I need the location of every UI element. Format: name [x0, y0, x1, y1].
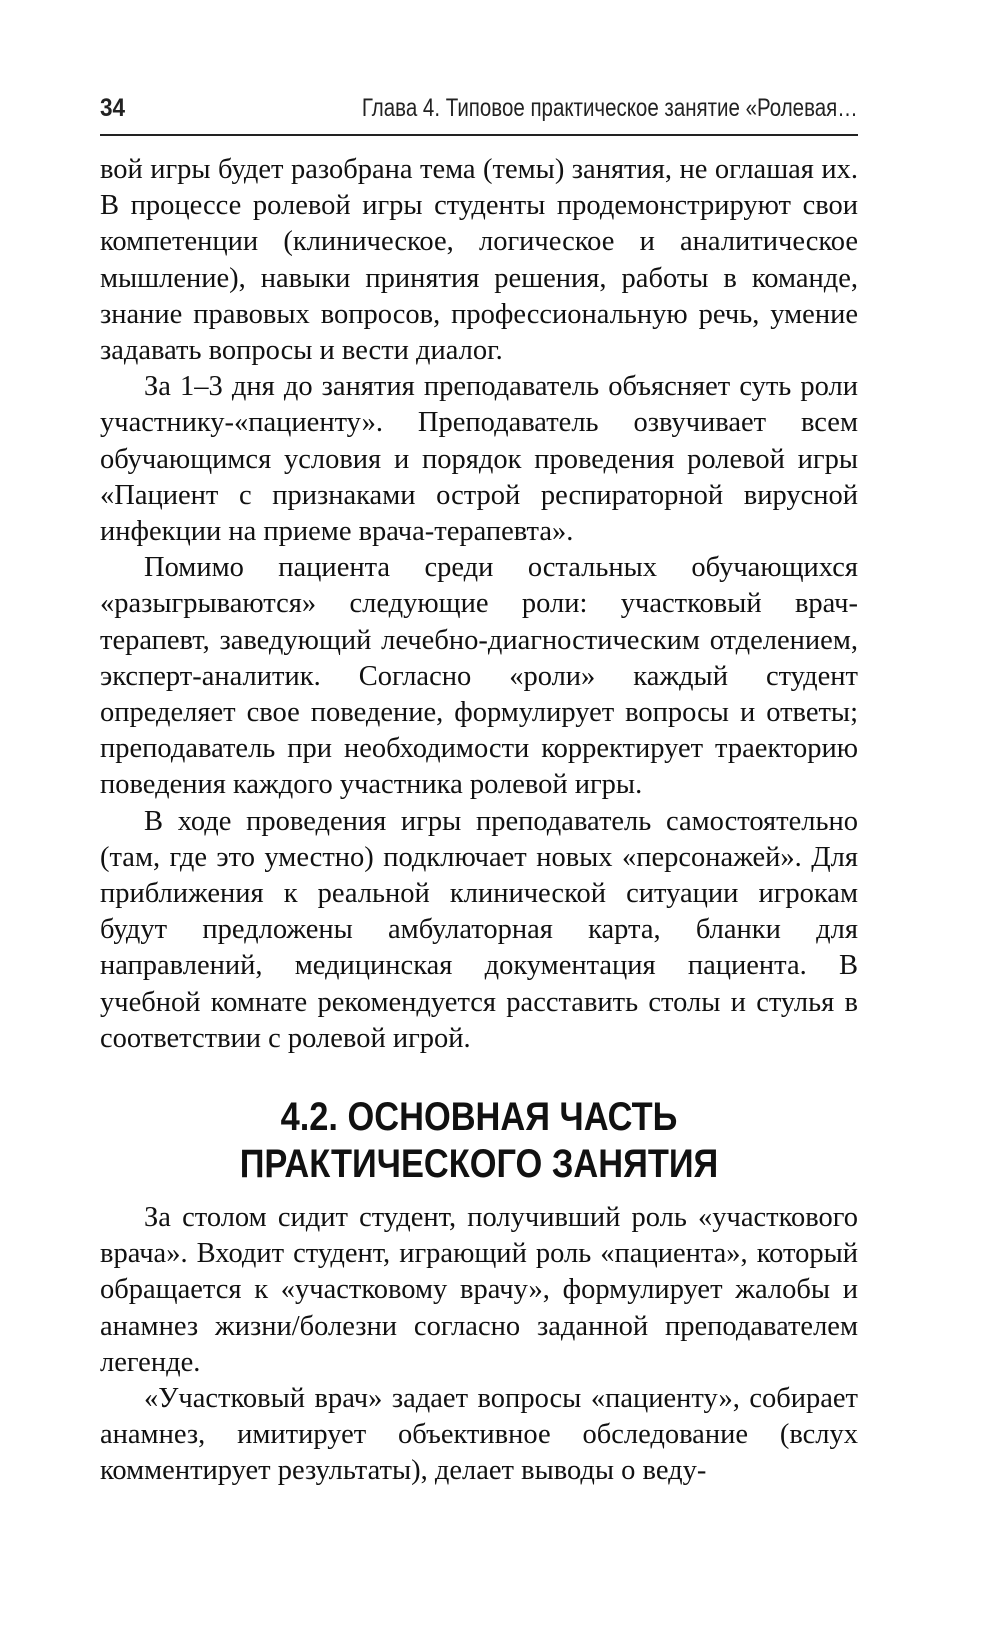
section-heading-line-1: 4.2. ОСНОВНАЯ ЧАСТЬ [280, 1095, 678, 1139]
paragraph-4: В ходе проведения игры преподаватель самостоятельно (там, где это уместно) подключает новых «персонажей». Для приближения к реальной клинической ситуации игрокам будут предложены амбулаторная карта, бланки для направлений, медицинская документация пациента. В учебной комнате рекомендуется расставить столы и стулья в соответствии с ролевой игрой. [100, 805, 858, 1054]
section-heading [153, 1094, 805, 1188]
paragraph-2: За 1–3 дня до занятия преподаватель объясняет суть роли участнику-«пациенту». Преподаватель озвучивает всем обучающимся условия и порядок проведения ролевой игры «Пациент с признаками острой респираторной вирусной инфекции на приеме врача-терапевта». [100, 371, 858, 548]
running-title: Глава 4. Типовое практическое занятие «Ролевая… [362, 94, 858, 122]
body-text-top [100, 152, 858, 1057]
page-header [100, 92, 858, 136]
paragraph-1: вой игры будет разобрана тема (темы) занятия, не оглашая их. В процессе ролевой игры студенты продемонстрируют свои компетенции (клиническое, логическое и аналитическое мышление), навыки принятия решения, работы в команде, знание правовых вопросов, профессиональную речь, умение задавать вопросы и вести диалог. [100, 154, 858, 367]
paragraph-6: «Участковый врач» задает вопросы «пациенту», собирает анамнез, имитирует объективное обследование (вслух комментирует результаты), делает выводы о веду- [100, 1383, 858, 1487]
paragraph-5: За столом сидит студент, получивший роль «участкового врача». Входит студент, играющий роль «пациента», который обращается к «участковому врачу», формулирует жалобы и анамнез жизни/болезни согласно заданной преподавателем легенде. [100, 1202, 858, 1378]
page-number: 34 [100, 94, 126, 122]
body-text-bottom [100, 1200, 858, 1490]
paragraph-3: Помимо пациента среди остальных обучающихся «разыгрываются» следующие роли: участковый врач-терапевт, заведующий лечебно-диагностическим отделением, эксперт-аналитик. Согласно «роли» каждый студент определяет свое поведение, формулирует вопросы и ответы; преподаватель при необходимости корректирует траекторию поведения каждого участника ролевой игры. [100, 552, 858, 801]
section-heading-line-2: ПРАКТИЧЕСКОГО ЗАНЯТИЯ [239, 1142, 719, 1186]
